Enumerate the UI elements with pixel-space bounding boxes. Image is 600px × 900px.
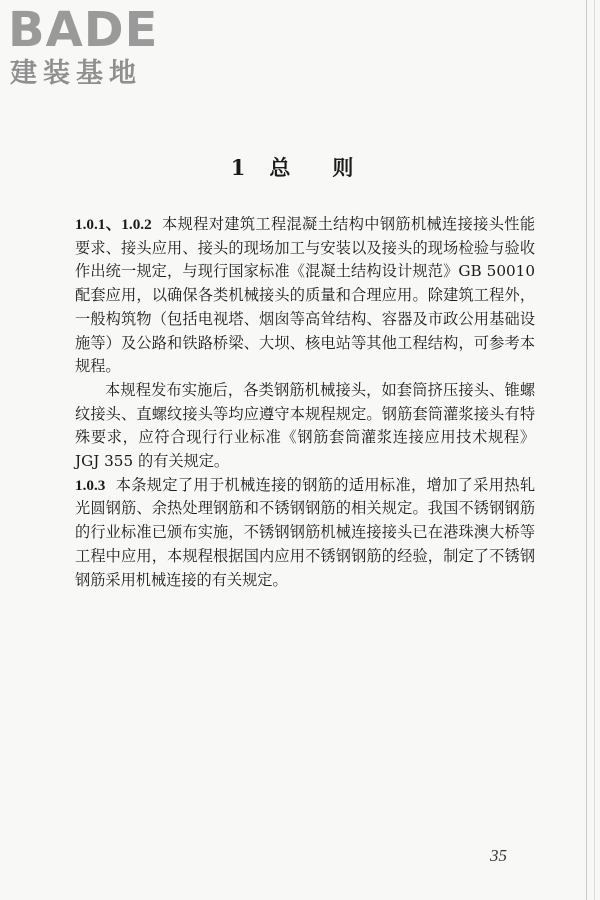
- body-text: [75, 213, 535, 592]
- clause-number: 1.0.3: [75, 476, 106, 494]
- chapter-title-part2: 则: [332, 155, 356, 180]
- paragraph-text: 本规程发布实施后，各类钢筋机械接头，如套筒挤压接头、锥螺纹接头、直螺纹接头等均应遵守本规程规定。钢筋套筒灌浆接头有特殊要求，应符合现行行业标准《钢筋套筒灌浆连接应用技术规程》JGJ 355 的有关规定。: [75, 380, 535, 471]
- watermark-logo: [8, 4, 178, 94]
- watermark-brand: BADE: [8, 2, 159, 58]
- chapter-title-part1: 总: [269, 155, 293, 180]
- chapter-title: [0, 153, 586, 183]
- page-edge-line-outer: [594, 0, 595, 900]
- page-edge-line: [586, 0, 587, 900]
- paragraph-text: 本规程对建筑工程混凝土结构中钢筋机械连接接头性能要求、接头应用、接头的现场加工与安装以及接头的现场检验与验收作出统一规定，与现行国家标准《混凝土结构设计规范》GB 50010 配套应用，以确保各类机械接头的质量和合理应用。除建筑工程外，一般构筑物（包括电视塔、烟囱等高耸结构、容器及市政公用基础设施等）及公路和铁路桥梁、大坝、核电站等其他工程结构，可参考本规程。: [75, 215, 536, 376]
- paragraph-clause-1-0-1: [75, 213, 535, 379]
- page-number: 35: [490, 846, 507, 865]
- paragraph-continuation: [75, 379, 535, 474]
- paragraph-text: 本条规定了用于机械连接的钢筋的适用标准，增加了采用热轧光圆钢筋、余热处理钢筋和不锈钢钢筋的相关规定。我国不锈钢钢筋的行业标准已颁布实施，不锈钢钢筋机械连接接头已在港珠澳大桥等工程中应用，本规程根据国内应用不锈钢钢筋的经验，制定了不锈钢钢筋采用机械连接的有关规定。: [75, 475, 535, 589]
- watermark-subtitle: 建装基地: [10, 58, 142, 89]
- clause-number: 1.0.1、1.0.2: [75, 216, 152, 233]
- paragraph-clause-1-0-3: [75, 474, 535, 593]
- chapter-number: 1: [230, 155, 248, 180]
